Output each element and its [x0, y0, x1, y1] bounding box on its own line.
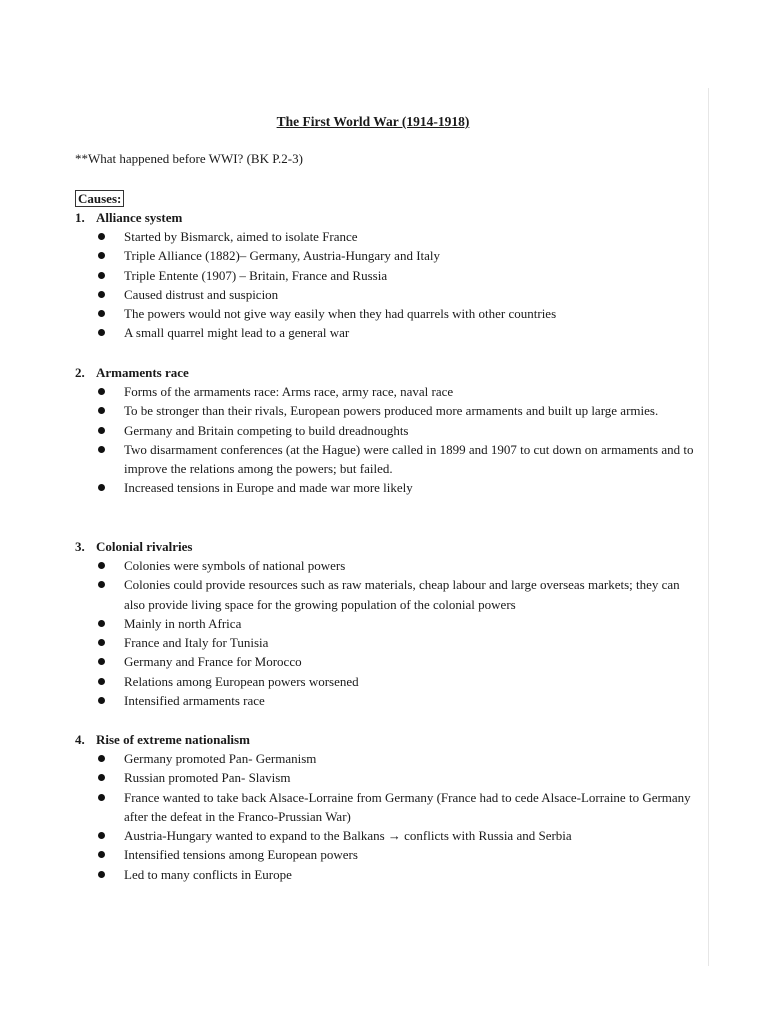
- section-number: 1.: [75, 210, 85, 225]
- section-number: 2.: [75, 365, 85, 380]
- bullet-dot-icon: [98, 291, 105, 298]
- section-number: 4.: [75, 732, 85, 747]
- document-title: The First World War (1914-1918): [276, 114, 470, 129]
- list-item: Intensified armaments race: [75, 691, 695, 710]
- section-title: Colonial rivalries: [96, 539, 193, 554]
- list-item: Caused distrust and suspicion: [75, 285, 695, 304]
- bullet-dot-icon: [98, 658, 105, 665]
- bullet-dot-icon: [98, 678, 105, 685]
- section-heading: [75, 208, 695, 227]
- bullet-dot-icon: [98, 252, 105, 259]
- bullet-dot-icon: [98, 562, 105, 569]
- question-line: **What happened before WWI? (BK P.2-3): [75, 151, 303, 166]
- bullet-dot-icon: [98, 427, 105, 434]
- section-title: Alliance system: [96, 210, 183, 225]
- bullet-list: [75, 749, 695, 884]
- list-item: Germany and France for Morocco: [75, 652, 695, 671]
- list-item: The powers would not give way easily when they had quarrels with other countries: [75, 304, 695, 323]
- list-item: Colonies could provide resources such as raw materials, cheap labour and large overseas markets; they can also provide living space for the growing population of the colonial powers: [75, 575, 695, 614]
- list-item: Russian promoted Pan- Slavism: [75, 768, 695, 787]
- bullet-dot-icon: [98, 774, 105, 781]
- list-item: Colonies were symbols of national powers: [75, 556, 695, 575]
- section-armaments-race: [75, 363, 695, 498]
- list-item: Relations among European powers worsened: [75, 672, 695, 691]
- bullet-dot-icon: [98, 620, 105, 627]
- bullet-dot-icon: [98, 639, 105, 646]
- list-item: To be stronger than their rivals, European powers produced more armaments and built up large armies.: [75, 401, 695, 420]
- section-heading: [75, 363, 695, 382]
- list-item: Led to many conflicts in Europe: [75, 865, 695, 884]
- section-heading: [75, 537, 695, 556]
- list-item: France wanted to take back Alsace-Lorraine from Germany (France had to cede Alsace-Lorraine to Germany after the defeat in the Franco-Prussian War): [75, 788, 695, 827]
- list-item: Intensified tensions among European powers: [75, 845, 695, 864]
- bullet-list: [75, 227, 695, 343]
- bullet-dot-icon: [98, 581, 105, 588]
- section-colonial-rivalries: [75, 537, 695, 710]
- section-number: 3.: [75, 539, 85, 554]
- bullet-dot-icon: [98, 755, 105, 762]
- bullet-dot-icon: [98, 794, 105, 801]
- bullet-dot-icon: [98, 871, 105, 878]
- section-title: Armaments race: [96, 365, 189, 380]
- list-item: France and Italy for Tunisia: [75, 633, 695, 652]
- bullet-dot-icon: [98, 272, 105, 279]
- bullet-dot-icon: [98, 484, 105, 491]
- list-item: Germany promoted Pan- Germanism: [75, 749, 695, 768]
- bullet-dot-icon: [98, 329, 105, 336]
- bullet-list: [75, 382, 695, 498]
- bullet-dot-icon: [98, 851, 105, 858]
- list-item: A small quarrel might lead to a general war: [75, 323, 695, 342]
- bullet-dot-icon: [98, 233, 105, 240]
- list-item: Forms of the armaments race: Arms race, army race, naval race: [75, 382, 695, 401]
- bullet-dot-icon: [98, 388, 105, 395]
- bullet-list: [75, 556, 695, 710]
- bullet-dot-icon: [98, 310, 105, 317]
- list-item: Austria-Hungary wanted to expand to the Balkans → conflicts with Russia and Serbia: [75, 826, 695, 845]
- list-item: Increased tensions in Europe and made war more likely: [75, 478, 695, 497]
- list-item: Triple Entente (1907) – Britain, France and Russia: [75, 266, 695, 285]
- section-extreme-nationalism: [75, 730, 695, 884]
- list-item: Germany and Britain competing to build dreadnoughts: [75, 421, 695, 440]
- section-heading: [75, 730, 695, 749]
- section-title: Rise of extreme nationalism: [96, 732, 250, 747]
- bullet-dot-icon: [98, 407, 105, 414]
- list-item: Two disarmament conferences (at the Hague) were called in 1899 and 1907 to cut down on armaments and to improve the relations among the powers; but failed.: [75, 440, 695, 479]
- bullet-dot-icon: [98, 697, 105, 704]
- causes-label: Causes:: [75, 190, 124, 207]
- list-item: Triple Alliance (1882)– Germany, Austria-Hungary and Italy: [75, 246, 695, 265]
- bullet-dot-icon: [98, 446, 105, 453]
- list-item: Started by Bismarck, aimed to isolate France: [75, 227, 695, 246]
- list-item: Mainly in north Africa: [75, 614, 695, 633]
- bullet-dot-icon: [98, 832, 105, 839]
- section-alliance-system: [75, 208, 695, 343]
- page-edge-divider: [708, 88, 709, 966]
